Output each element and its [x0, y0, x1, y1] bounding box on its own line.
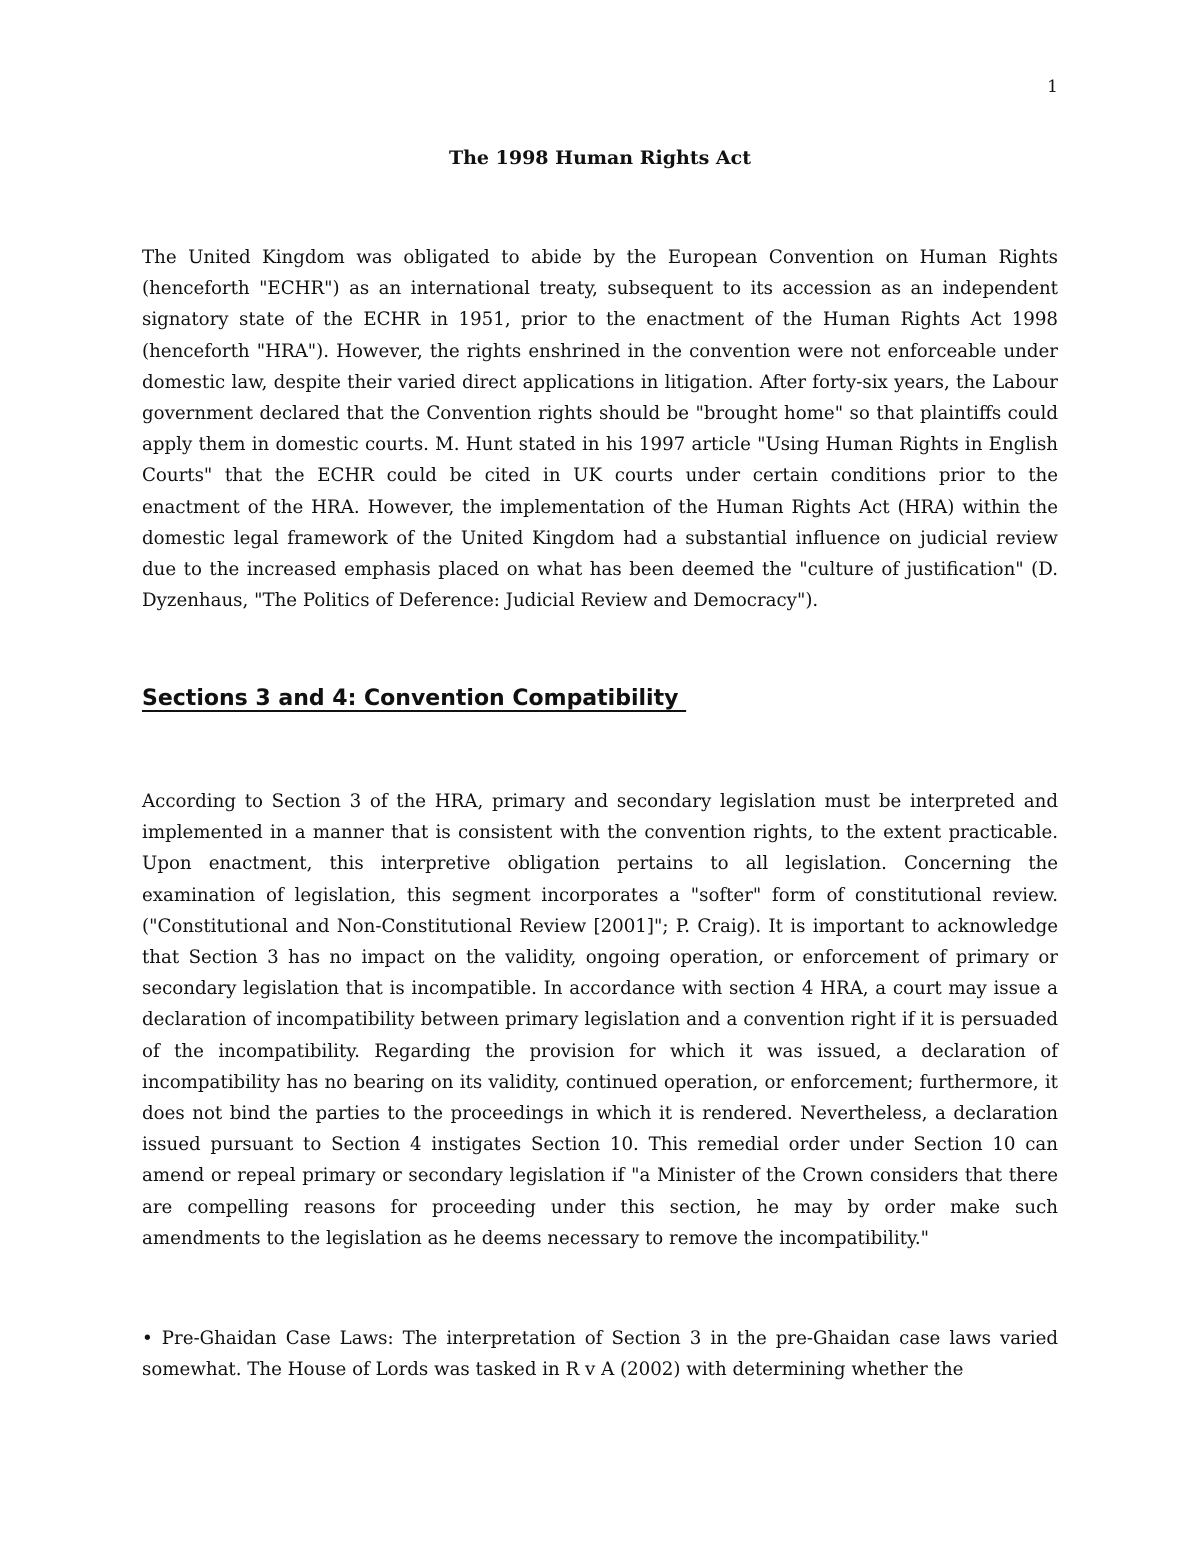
- intro-paragraph: The United Kingdom was obligated to abide by the European Convention on Human Rights (henceforth "ECHR") as an international treaty, subsequent to its accession as an independent signatory state of the ECHR in 1951, prior to the enactment of the Human Rights Act 1998 (henceforth "HRA"). However, the rights enshrined in the convention were not enforceable under domestic law, despite their varied direct applications in litigation. After forty-six years, the Labour government declared that the Convention rights should be "brought home" so that plaintiffs could apply them in domestic courts. M. Hunt stated in his 1997 article "Using Human Rights in English Courts" that the ECHR could be cited in UK courts under certain conditions prior to the enactment of the HRA. However, the implementation of the Human Rights Act (HRA) within the domestic legal framework of the United Kingdom had a substantial influence on judicial review due to the increased emphasis placed on what has been deemed the "culture of justification" (D. Dyzenhaus, "The Politics of Deference: Judicial Review and Democracy").: [142, 247, 1058, 612]
- page-number: 1: [1047, 77, 1058, 97]
- document-title: The 1998 Human Rights Act: [448, 147, 752, 169]
- section-paragraph: According to Section 3 of the HRA, primary and secondary legislation must be interpreted and implemented in a manner that is consistent with the convention rights, to the extent practicable. Upon enactment, this interpretive obligation pertains to all legislation. Concerning the examination of legislation, this segment incorporates a "softer" form of constitutional review. ("Constitutional and Non-Constitutional Review [2001]"; P. Craig). It is important to acknowledge that Section 3 has no impact on the validity, ongoing operation, or enforcement of primary or secondary legislation that is incompatible. In accordance with section 4 HRA, a court may issue a declaration of incompatibility between primary legislation and a convention right if it is persuaded of the incompatibility. Regarding the provision for which it was issued, a declaration of incompatibility has no bearing on its validity, continued operation, or enforcement; furthermore, it does not bind the parties to the proceedings in which it is rendered. Nevertheless, a declaration issued pursuant to Section 4 instigates Section 10. This remedial order under Section 10 can amend or repeal primary or secondary legislation if "a Minister of the Crown considers that there are compelling reasons for proceeding under this section, he may by order make such amendments to the legislation as he deems necessary to remove the incompatibility.": [142, 791, 1058, 1249]
- section-heading: Sections 3 and 4: Convention Compatibility: [142, 686, 687, 711]
- bullet-paragraph: • Pre-Ghaidan Case Laws: The interpretation of Section 3 in the pre-Ghaidan case laws varied somewhat. The House of Lords was tasked in R v A (2002) with determining whether the: [142, 1328, 1058, 1381]
